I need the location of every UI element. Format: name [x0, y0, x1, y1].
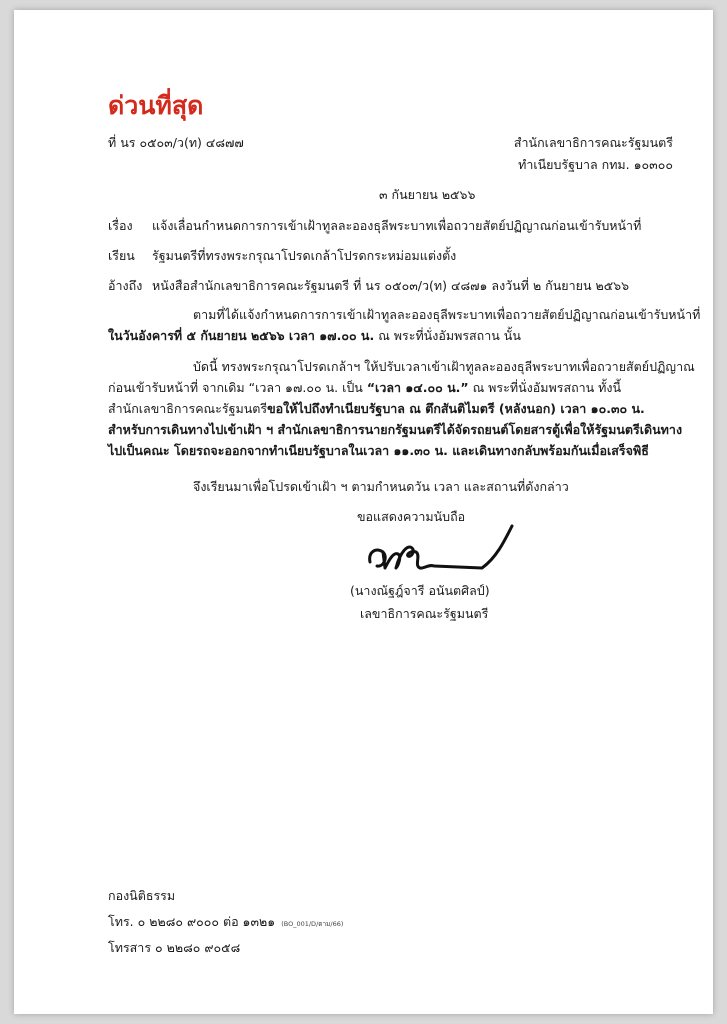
- reference-text: หนังสือสำนักเลขาธิการคณะรัฐมนตรี ที่ นร ๐๕๐๓/ว(ท) ๔๘๗๑ ลงวันที่ ๒ กันยายน ๒๕๖๖: [152, 278, 630, 293]
- letter-date: ๓ กันยายน ๒๕๖๖: [379, 187, 476, 202]
- paragraph-2-line-4: สำหรับการเดินทางไปเข้าเฝ้า ฯ สำนักเลขาธิการนายกรัฐมนตรีได้จัดรถยนต์โดยสารตู้เพื่อให้รัฐมนตรีเดินทาง: [108, 422, 683, 437]
- paragraph-1: [108, 304, 701, 346]
- footer-doc-code: (BO_001/D/ตาม/66): [281, 920, 344, 928]
- paragraph-1-line-2: ณ พระที่นั่งอัมพรสถาน นั้น: [374, 328, 521, 343]
- paragraph-2-line-1: บัดนี้ ทรงพระกรุณาโปรดเกล้าฯ ให้ปรับเวลาเข้าเฝ้าทูลละอองธุลีพระบาทเพื่อถวายสัตย์ปฏิญาณ: [193, 359, 695, 374]
- paragraph-2-line-2c: ณ พระที่นั่งอัมพรสถาน ทั้งนี้: [468, 380, 622, 395]
- footer-phone-line: [108, 912, 343, 932]
- closing-text: ขอแสดงความนับถือ: [357, 509, 466, 524]
- paragraph-2-line-3-bold: ขอให้ไปถึงทำเนียบรัฐบาล ณ ตึกสันติไมตรี (หลังนอก) เวลา ๑๐.๓๐ น.: [267, 401, 645, 416]
- paragraph-3: จึงเรียนมาเพื่อโปรดเข้าเฝ้า ฯ ตามกำหนดวัน เวลา และสถานที่ดังกล่าว: [193, 479, 569, 494]
- footer-phone: โทร. ๐ ๒๒๘๐ ๙๐๐๐ ต่อ ๑๓๒๑: [108, 914, 276, 929]
- signer-title: เลขาธิการคณะรัฐมนตรี: [360, 606, 489, 621]
- paragraph-2-line-2a: ก่อนเข้ารับหน้าที่ จากเดิม “เวลา ๑๗.๐๐ น. เป็น: [108, 380, 367, 395]
- paragraph-1-line-1: ตามที่ได้แจ้งกำหนดการการเข้าเฝ้าทูลละอองธุลีพระบาทเพื่อถวายสัตย์ปฏิญาณก่อนเข้ารับหน้าที่: [193, 307, 701, 322]
- recipient-label: เรียน: [108, 248, 135, 263]
- agency-address: ทำเนียบรัฐบาล กทม. ๑๐๓๐๐: [518, 157, 673, 172]
- paragraph-2-new-time: “เวลา ๑๔.๐๐ น.”: [366, 380, 469, 395]
- paragraph-2: [108, 356, 695, 461]
- signer-name: (นางณัฐฎ์จารี อนันตศิลป์): [350, 583, 490, 598]
- paragraph-1-date-bold: ในวันอังคารที่ ๕ กันยายน ๒๕๖๖ เวลา ๑๗.๐๐ น.: [108, 328, 375, 343]
- paragraph-2-line-5: ไปเป็นคณะ โดยรถจะออกจากทำเนียบรัฐบาลในเวลา ๑๑.๓๐ น. และเดินทางกลับพร้อมกันเมื่อเสร็จพิธี: [108, 443, 649, 458]
- subject-text: แจ้งเลื่อนกำหนดการการเข้าเฝ้าทูลละอองธุลีพระบาทเพื่อถวายสัตย์ปฏิญาณก่อนเข้ารับหน้าที่: [152, 218, 642, 233]
- paragraph-2-line-3a: สำนักเลขาธิการคณะรัฐมนตรี: [108, 401, 268, 416]
- signature-image: [364, 522, 524, 588]
- agency-name: สำนักเลขาธิการคณะรัฐมนตรี: [513, 135, 673, 150]
- reference-label: อ้างถึง: [108, 278, 143, 293]
- reference-number: ที่ นร ๐๕๐๓/ว(ท) ๔๘๗๗: [108, 135, 244, 150]
- urgency-heading: ด่วนที่สุด: [108, 91, 204, 120]
- recipient-text: รัฐมนตรีที่ทรงพระกรุณาโปรดเกล้าโปรดกระหม่อมแต่งตั้ง: [152, 248, 457, 263]
- footer-fax: โทรสาร ๐ ๒๒๘๐ ๙๐๕๘: [108, 940, 241, 955]
- subject-label: เรื่อง: [108, 218, 133, 233]
- letter-page: [14, 10, 713, 1014]
- footer-division: กองนิติธรรม: [108, 888, 176, 903]
